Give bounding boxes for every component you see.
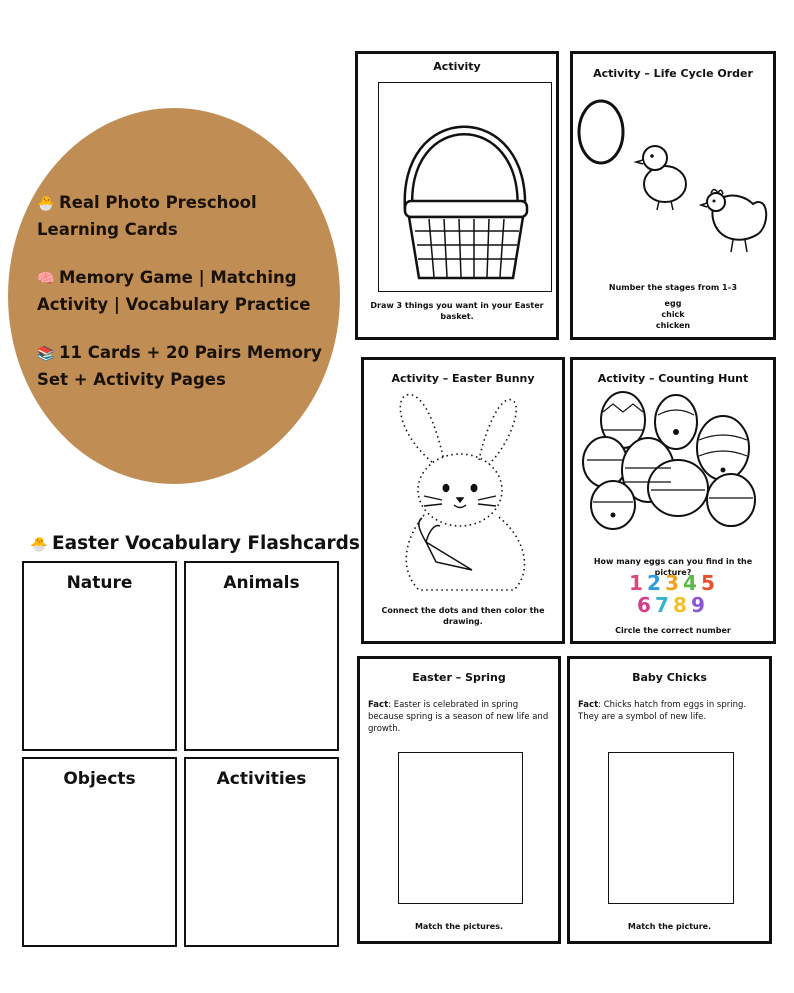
flashcard-label: Animals xyxy=(223,573,300,593)
card-title: Activity – Counting Hunt xyxy=(597,372,749,385)
card-title: Activity – Life Cycle Order xyxy=(593,67,753,80)
number-9[interactable]: 9 xyxy=(691,593,705,617)
number-5[interactable]: 5 xyxy=(701,571,715,595)
number-8[interactable]: 8 xyxy=(673,593,687,617)
flashcard-objects[interactable] xyxy=(22,757,177,947)
brain-icon: 🧠 xyxy=(37,271,55,287)
card-lifecycle-activity[interactable] xyxy=(570,51,776,340)
card-instruction: Circle the correct number xyxy=(615,626,731,635)
card-instruction: Number the stages from 1–3 xyxy=(608,283,738,292)
drawing-box xyxy=(378,82,552,292)
chick-icon xyxy=(636,146,686,210)
flashcard-label: Objects xyxy=(63,769,136,789)
number-grid xyxy=(629,571,719,619)
counting-question: How many eggs can you find in the picture? xyxy=(593,557,753,577)
picture-box[interactable] xyxy=(608,752,734,904)
eggs-illustration xyxy=(573,390,773,525)
card-instruction: Match the pictures. xyxy=(414,922,504,931)
number-2[interactable]: 2 xyxy=(647,571,661,595)
card-fact: Fact: Chicks hatch from eggs in spring. They are a symbol of new life. xyxy=(578,700,747,722)
flashcards-title: 🐣 Easter Vocabulary Flashcards xyxy=(30,533,360,554)
card-fact: Fact: Easter is celebrated in spring because spring is a season of new life and growth. xyxy=(368,700,549,734)
chick-icon: 🐣 xyxy=(30,537,48,553)
card-title: Easter – Spring xyxy=(412,671,506,684)
card-counting-activity[interactable] xyxy=(570,357,776,644)
number-1[interactable]: 1 xyxy=(629,571,643,595)
basket-icon xyxy=(379,83,553,293)
flashcard-animals[interactable] xyxy=(184,561,339,751)
chick-icon: 🐣 xyxy=(37,196,55,212)
hen-icon xyxy=(701,190,766,253)
carrot-icon xyxy=(419,518,472,570)
promo-line-3: 📚 11 Cards + 20 Pairs Memory Set + Activity Pages xyxy=(37,343,322,389)
card-bunny-activity[interactable] xyxy=(361,357,565,644)
flashcard-nature[interactable] xyxy=(22,561,177,751)
books-icon: 📚 xyxy=(37,346,55,362)
stage-chicken: chicken xyxy=(655,321,691,330)
flashcard-activities[interactable] xyxy=(184,757,339,947)
number-4[interactable]: 4 xyxy=(683,571,697,595)
stage-chick: chick xyxy=(661,310,685,319)
card-title: Activity – Easter Bunny xyxy=(391,372,535,385)
card-baby-chicks[interactable] xyxy=(567,656,772,944)
picture-box[interactable] xyxy=(398,752,523,904)
card-easter-spring[interactable] xyxy=(357,656,561,944)
card-title: Baby Chicks xyxy=(632,671,707,684)
card-instruction: Match the picture. xyxy=(627,922,712,931)
promo-line-1: 🐣 Real Photo Preschool Learning Cards xyxy=(37,193,257,239)
flashcard-label: Activities xyxy=(216,769,307,789)
card-instruction: Draw 3 things you want in your Easter basket. xyxy=(370,301,544,321)
card-title: Activity xyxy=(433,60,481,73)
egg-icon xyxy=(579,101,623,163)
number-3[interactable]: 3 xyxy=(665,571,679,595)
promo-line-2: 🧠 Memory Game | Matching Activity | Vocabulary Practice xyxy=(37,268,311,314)
card-instruction: Connect the dots and then color the drawing. xyxy=(381,606,545,626)
lifecycle-illustration xyxy=(573,94,773,264)
stage-egg: egg xyxy=(664,299,682,308)
flashcard-label: Nature xyxy=(66,573,133,593)
number-7[interactable]: 7 xyxy=(655,593,669,617)
card-basket-activity[interactable] xyxy=(355,51,559,340)
bunny-dot-drawing xyxy=(364,390,562,600)
number-6[interactable]: 6 xyxy=(637,593,651,617)
